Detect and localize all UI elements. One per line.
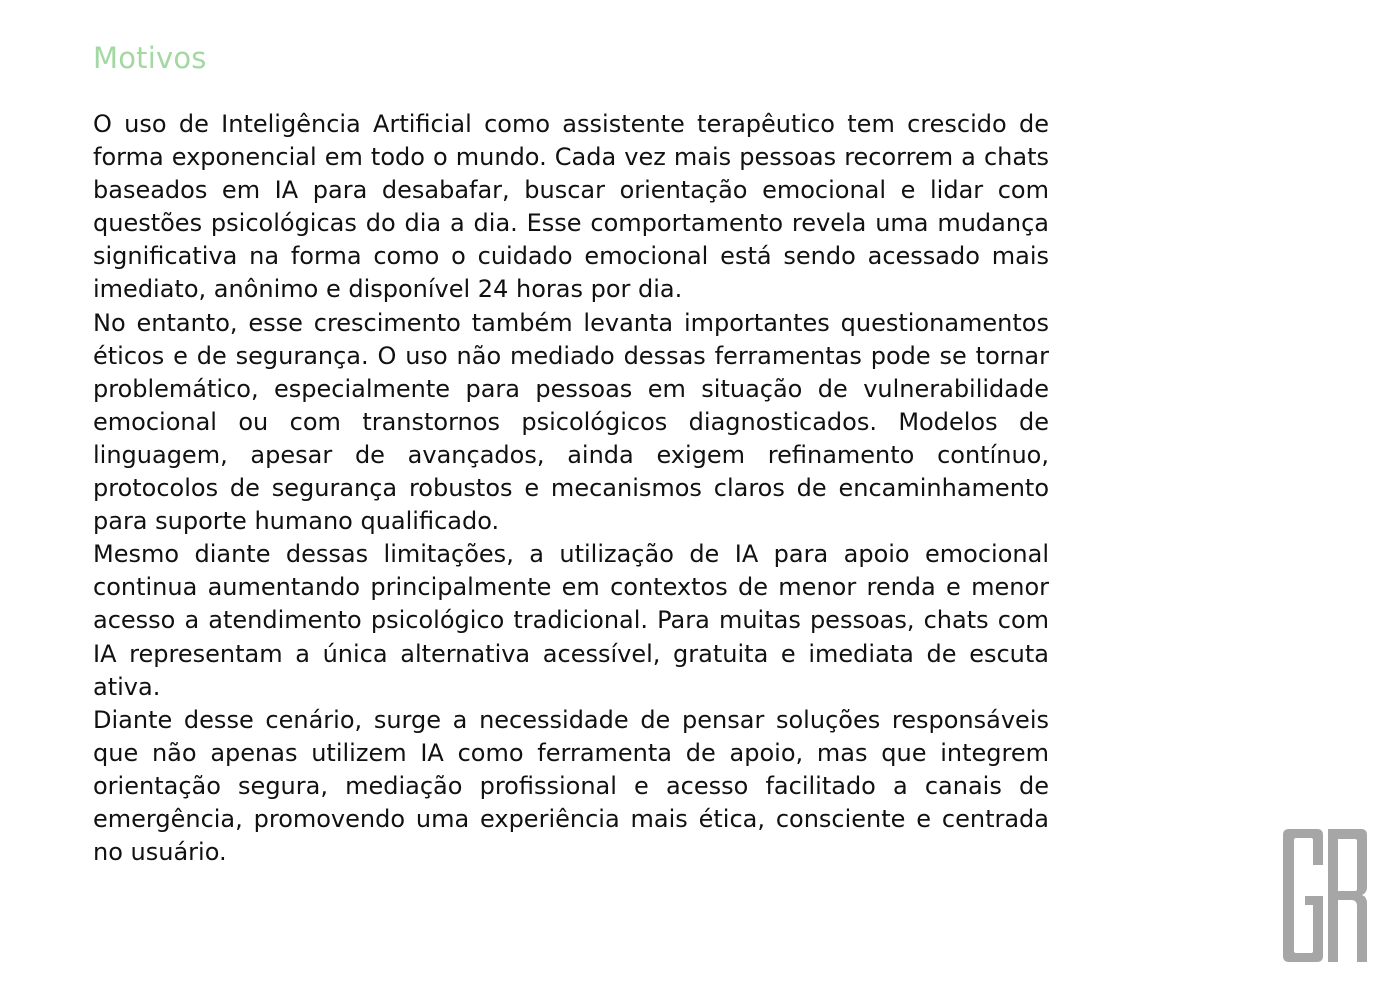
logo-letter-r [1328, 829, 1367, 962]
section-title: Motivos [93, 41, 207, 75]
paragraph-4: Diante desse cenário, surge a necessidade de pensar soluções responsáveis que não apenas utilizem IA como ferramenta de apoio, mas que integrem orientação segura, mediação profissional e acesso facilitado a canais de emergência, promovendo uma experiência mais ética, consciente e centrada no usuário. [93, 705, 1049, 867]
paragraph-2: No entanto, esse crescimento também levanta importantes questionamentos éticos e de segurança. O uso não mediado dessas ferramentas pode se tornar problemático, especialmente para pessoas em situação de vulnerabilidade emocional ou com transtornos psicológicos diagnosticados. Modelos de linguagem, apesar de avançados, ainda exigem refinamento contínuo, protocolos de segurança robustos e mecanismos claros de encaminhamento para suporte humano qualificado. [93, 308, 1049, 536]
section-body [93, 108, 1049, 869]
logo-letter-g [1283, 829, 1323, 962]
paragraph-3: Mesmo diante dessas limitações, a utilização de IA para apoio emocional continua aumentando principalmente em contextos de menor renda e menor acesso a atendimento psicológico tradicional. Para muitas pessoas, chats com IA representam a única alternativa acessível, gratuita e imediata de escuta ativa. [93, 540, 1049, 701]
paragraph-1: O uso de Inteligência Artificial como assistente terapêutico tem crescido de forma exponencial em todo o mundo. Cada vez mais pessoas recorrem a chats baseados em IA para desabafar, buscar orientação emocional e lidar com questões psicológicas do dia a dia. Esse comportamento revela uma mudança significativa na forma como o cuidado emocional está sendo acessado mais imediato, anônimo e disponível 24 horas por dia. [93, 110, 1049, 304]
gr-logo [1283, 829, 1368, 962]
